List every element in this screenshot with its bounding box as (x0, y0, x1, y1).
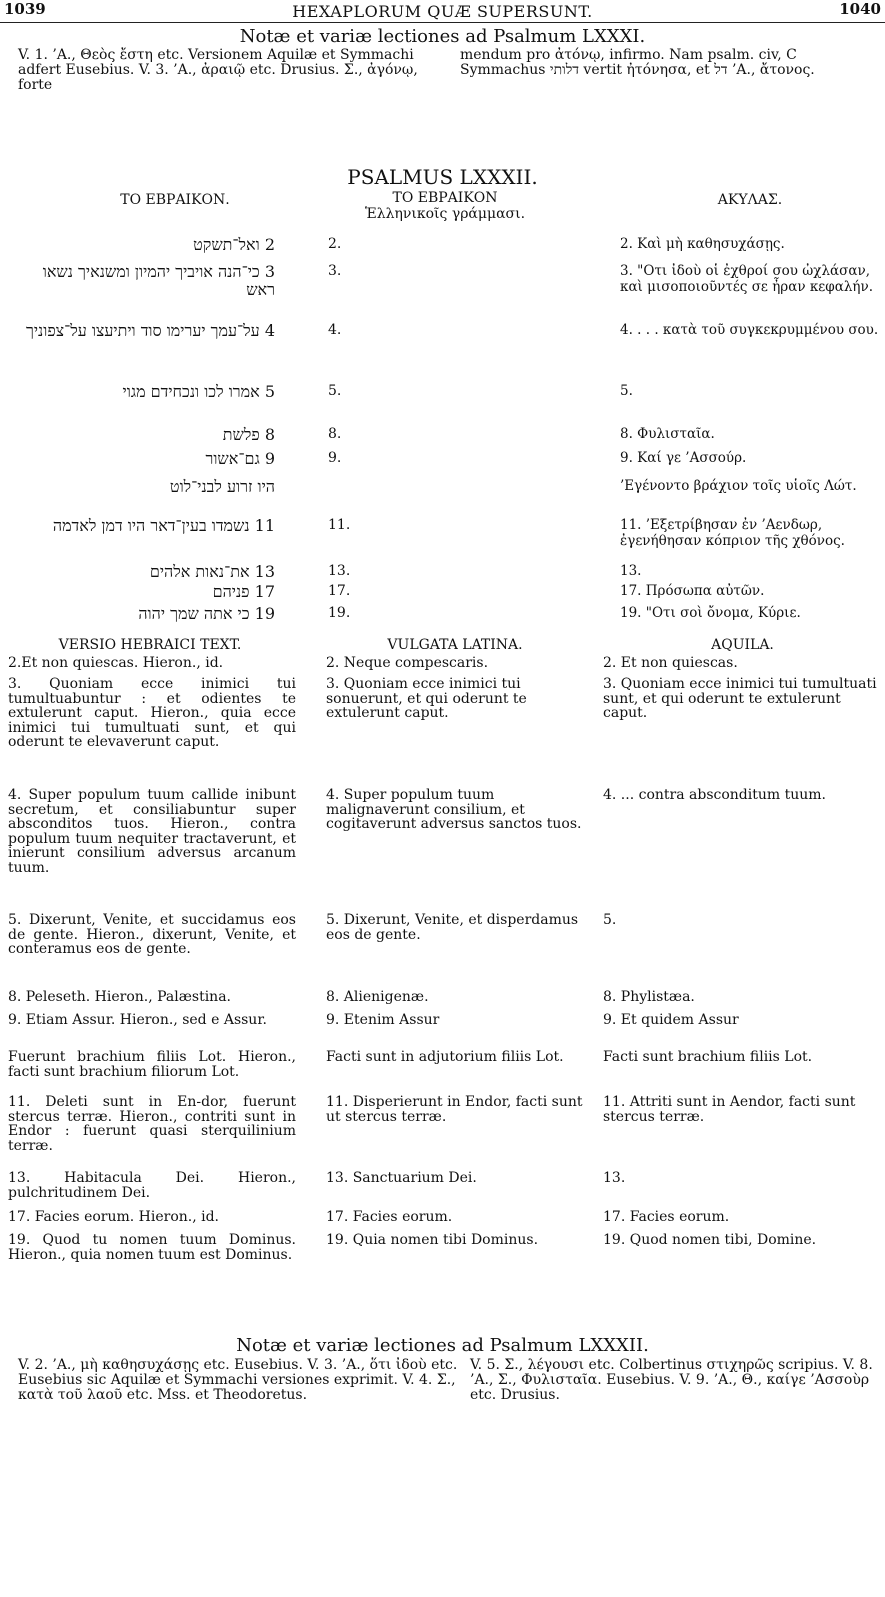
col-header-translit (320, 190, 570, 222)
aquila-greek-cell: 2. Καὶ μὴ καθησυχάσῃς. (620, 236, 785, 252)
vulgata-cell: 3. Quoniam ecce inimici tui sonuerunt, et qui oderunt te extulerunt caput. (326, 676, 527, 721)
psalm-title: PSALMUS LXXXII. (347, 165, 538, 189)
hebrew-cell: היו זרוע לבני־לוט (169, 477, 275, 496)
verse-number: 3. (328, 263, 342, 279)
vulgata-cell: 17. Facies eorum. (326, 1209, 453, 1225)
col-header-translit-sub: Ἑλληνικοῖς γράμμασι. (364, 206, 526, 222)
aquila-latin-cell: 13. (603, 1170, 626, 1186)
aquila-greek-cell: 17. Πρόσωπα αὐτῶν. (620, 583, 765, 599)
verse-number: 2. (328, 236, 342, 252)
latin-header-versio: VERSIO HEBRAICI TEXT. (58, 637, 242, 653)
aquila-latin-cell: 19. Quod nomen tibi, Domine. (603, 1232, 817, 1248)
aquila-greek-cell: 8. Φυλισταῖα. (620, 426, 715, 442)
verse-number: 4. (328, 322, 342, 338)
versio-cell: 3. Quoniam ecce inimici tui tumultuabuntur : et odientes te extulerunt caput. Hieron., quia ecce inimici tui tumultuati sunt, et qui oderunt te elevaverunt caput. (8, 676, 296, 750)
versio-cell: Fuerunt brachium filiis Lot. Hieron., facti sunt brachium filiorum Lot. (8, 1049, 296, 1080)
aquila-latin-cell: 5. (603, 912, 617, 928)
aquila-greek-cell: 11. ’Εξετρίβησαν ἐν ’Αενδωρ, ἐγενήθησαν κόπριον τῆς χθόνος. (620, 517, 845, 549)
versio-cell: 2.Et non quiescas. Hieron., id. (8, 655, 224, 671)
versio-cell: 8. Peleseth. Hieron., Palæstina. (8, 989, 231, 1005)
vulgata-cell: 9. Etenim Assur (326, 1012, 440, 1028)
vulgata-cell: Facti sunt in adjutorium filiis Lot. (326, 1049, 564, 1065)
hebrew-cell: 19 כי אתה שמך יהוה (138, 604, 275, 623)
notes-top-right: mendum pro ἀτόνῳ, infirmo. Nam psalm. civ, C Symmachus דלותי vertit ἠτόνησα, et דל ’Α., ἄτονος. (460, 47, 815, 78)
vulgata-cell: 5. Dixerunt, Venite, et disperdamus eos de gente. (326, 912, 579, 943)
aquila-greek-cell: 9. Καί γε ’Ασσούρ. (620, 450, 747, 466)
versio-cell: 4. Super populum tuum callide inibunt secretum, et consiliabuntur super absconditos tuos. Hieron., contra populum tuum nequiter tractaverunt, et inierunt consilium adversus arcanum tuum. (8, 787, 296, 876)
hebrew-cell: 9 גם־אשור (205, 449, 275, 468)
hebrew-cell: 8 פלשת (222, 425, 275, 444)
verse-number: 9. (328, 450, 342, 466)
aquila-latin-cell: 9. Et quidem Assur (603, 1012, 739, 1028)
aquila-latin-cell: 17. Facies eorum. (603, 1209, 730, 1225)
verse-number: 11. (328, 517, 351, 533)
notes-bottom-left: V. 2. ’Α., μὴ καθησυχάσῃς etc. Eusebius. V. 3. ’Α., ὅτι ἰδοὺ etc. Eusebius sic Aquilæ et Symmachi versiones exprimit. V. 4. Σ., κατὰ τοῦ λαοῦ etc. Mss. et Theodoretus. (18, 1357, 458, 1403)
hebrew-cell: 11 נשמדו בעין־דאר היו דמן לאדמה (52, 516, 275, 535)
col-header-aquila-greek: ΑΚΥΛΑΣ. (717, 192, 783, 208)
running-title: HEXAPLORUM QUÆ SUPERSUNT. (292, 2, 593, 21)
aquila-greek-cell: ’Εγένοντο βράχιον τοῖς υἱοῖς Λώτ. (620, 478, 857, 494)
aquila-latin-cell: 4. ... contra absconditum tuum. (603, 787, 826, 803)
aquila-latin-cell: Facti sunt brachium filiis Lot. (603, 1049, 813, 1065)
versio-cell: 11. Deleti sunt in En-dor, fuerunt stercus terræ. Hieron., contriti sunt in Endor : fuerunt quasi sterquilinium terræ. (8, 1094, 296, 1154)
aquila-greek-cell: 13. (620, 563, 642, 579)
vulgata-cell: 19. Quia nomen tibi Dominus. (326, 1232, 539, 1248)
hebrew-cell: 5 אמרו לכו ונכחידם מגוי (122, 382, 275, 401)
hebrew-cell: 3 כי־הנה אויביך יהמיון ומשנאיך נשאו ראש (42, 262, 275, 299)
versio-cell: 17. Facies eorum. Hieron., id. (8, 1209, 220, 1225)
page-number-left: 1039 (4, 0, 46, 18)
aquila-latin-cell: 11. Attriti sunt in Aendor, facti sunt stercus terræ. (603, 1094, 856, 1125)
hebrew-cell: 4 על־עמך יערימו סוד ויתיעצו על־צפוניך (25, 321, 275, 340)
versio-cell: 5. Dixerunt, Venite, et succidamus eos de gente. Hieron., dixerunt, Venite, et conteramus eos de gente. (8, 912, 296, 957)
aquila-greek-cell: 19. "Οτι σοὶ ὄνομα, Κύριε. (620, 605, 801, 621)
page-number-right: 1040 (839, 0, 881, 18)
verse-number: 8. (328, 426, 342, 442)
aquila-latin-cell: 2. Et non quiescas. (603, 655, 738, 671)
verse-number: 13. (328, 563, 351, 579)
aquila-greek-cell: 5. (620, 383, 633, 399)
aquila-greek-cell: 4. . . . κατὰ τοῦ συγκεκρυμμένου σου. (620, 322, 879, 338)
verse-number: 17. (328, 583, 351, 599)
versio-cell: 13. Habitacula Dei. Hieron., pulchritudinem Dei. (8, 1170, 296, 1201)
col-header-translit-title: ΤΟ ΕΒΡΑΙΚΟΝ (392, 190, 498, 206)
aquila-latin-cell: 8. Phylistæa. (603, 989, 695, 1005)
notes-top-title: Notæ et variæ lectiones ad Psalmum LXXXI. (239, 26, 646, 47)
vulgata-cell: 8. Alienigenæ. (326, 989, 429, 1005)
notes-top-left: V. 1. ’Α., Θεὸς ἔστη etc. Versionem Aquilæ et Symmachi adfert Eusebius. V. 3. ’Α., ἀραιῷ etc. Drusius. Σ., ἀγόνῳ, forte (18, 47, 418, 93)
vulgata-cell: 11. Disperierunt in Endor, facti sunt ut stercus terræ. (326, 1094, 583, 1125)
vulgata-cell: 2. Neque compescaris. (326, 655, 489, 671)
hebrew-cell: 2 ואל־תשקט (193, 235, 275, 254)
hebrew-cell: 13 את־נאות אלהים (149, 562, 275, 581)
aquila-greek-cell: 3. "Οτι ἰδοὺ οἱ ἐχθροί σου ὠχλάσαν, καὶ μισοποιοῦντές σε ἦραν κεφαλήν. (620, 263, 873, 295)
latin-header-aquila: AQUILA. (711, 637, 774, 653)
versio-cell: 19. Quod tu nomen tuum Dominus. Hieron., quia nomen tuum est Dominus. (8, 1232, 296, 1263)
aquila-latin-cell: 3. Quoniam ecce inimici tui tumultuati sunt, et qui oderunt te extulerunt caput. (603, 676, 877, 721)
col-header-hebrew: ΤΟ ΕΒΡΑΙΚΟΝ. (120, 192, 230, 208)
verse-number: 5. (328, 383, 342, 399)
notes-bottom-right: V. 5. Σ., λέγουσι etc. Colbertinus στιχηρῶς scripius. V. 8. ’Α., Σ., Φυλισταῖα. Eusebius. V. 9. ’Α., Θ., καίγε ’Ασσοὺρ etc. Drusius. (470, 1357, 873, 1403)
notes-bottom-title: Notæ et variæ lectiones ad Psalmum LXXXII. (236, 1335, 649, 1356)
verse-number: 19. (328, 605, 351, 621)
versio-cell: 9. Etiam Assur. Hieron., sed e Assur. (8, 1012, 267, 1028)
latin-header-vulgata: VULGATA LATINA. (387, 637, 523, 653)
header-rule (0, 22, 885, 23)
vulgata-cell: 4. Super populum tuum malignaverunt consilium, et cogitaverunt adversus sanctos tuos. (326, 787, 582, 832)
hebrew-cell: 17 פניהם (212, 582, 275, 601)
vulgata-cell: 13. Sanctuarium Dei. (326, 1170, 477, 1186)
